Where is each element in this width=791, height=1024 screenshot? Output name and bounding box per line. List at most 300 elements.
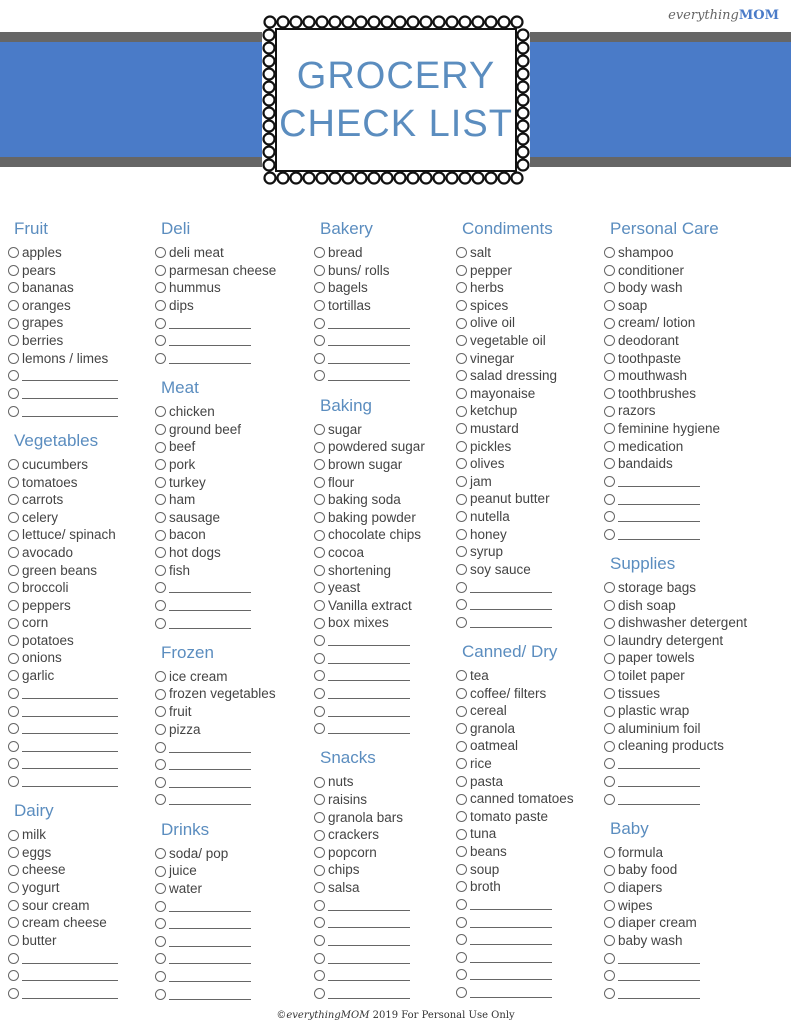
checkbox-circle[interactable] — [604, 300, 615, 311]
checklist-item[interactable] — [155, 668, 305, 686]
blank-item[interactable] — [155, 579, 305, 597]
checklist-item[interactable] — [8, 844, 158, 862]
checkbox-circle[interactable] — [155, 794, 166, 805]
checkbox-circle[interactable] — [604, 388, 615, 399]
checklist-item[interactable] — [456, 279, 606, 297]
checklist-item[interactable] — [8, 649, 158, 667]
checkbox-circle[interactable] — [314, 794, 325, 805]
checklist-item[interactable] — [604, 279, 754, 297]
write-in-line[interactable] — [22, 716, 118, 717]
checkbox-circle[interactable] — [8, 847, 19, 858]
blank-item[interactable] — [8, 967, 158, 985]
checkbox-circle[interactable] — [8, 970, 19, 981]
checklist-item[interactable] — [8, 332, 158, 350]
checkbox-circle[interactable] — [604, 353, 615, 364]
write-in-line[interactable] — [618, 521, 700, 522]
checkbox-circle[interactable] — [8, 953, 19, 964]
write-in-line[interactable] — [328, 645, 410, 646]
checklist-item[interactable] — [604, 402, 754, 420]
checkbox-circle[interactable] — [314, 547, 325, 558]
write-in-line[interactable] — [618, 786, 700, 787]
checklist-item[interactable] — [604, 879, 754, 897]
write-in-line[interactable] — [328, 998, 410, 999]
checkbox-circle[interactable] — [155, 300, 166, 311]
checklist-item[interactable] — [604, 667, 754, 685]
checklist-item[interactable] — [8, 544, 158, 562]
checkbox-circle[interactable] — [8, 406, 19, 417]
blank-item[interactable] — [8, 985, 158, 1003]
checkbox-circle[interactable] — [314, 318, 325, 329]
checklist-item[interactable] — [604, 649, 754, 667]
write-in-line[interactable] — [618, 980, 700, 981]
checklist-item[interactable] — [314, 826, 464, 844]
blank-item[interactable] — [155, 897, 305, 915]
checkbox-circle[interactable] — [155, 582, 166, 593]
checkbox-circle[interactable] — [314, 812, 325, 823]
checkbox-circle[interactable] — [456, 934, 467, 945]
write-in-line[interactable] — [169, 363, 251, 364]
write-in-line[interactable] — [328, 927, 410, 928]
checklist-item[interactable] — [155, 474, 305, 492]
blank-item[interactable] — [456, 896, 606, 914]
checklist-item[interactable] — [155, 279, 305, 297]
checkbox-circle[interactable] — [456, 318, 467, 329]
checkbox-circle[interactable] — [155, 353, 166, 364]
checkbox-circle[interactable] — [8, 282, 19, 293]
checkbox-circle[interactable] — [456, 758, 467, 769]
checkbox-circle[interactable] — [155, 618, 166, 629]
blank-item[interactable] — [604, 473, 754, 491]
blank-item[interactable] — [155, 332, 305, 350]
checkbox-circle[interactable] — [456, 265, 467, 276]
checkbox-circle[interactable] — [8, 318, 19, 329]
checkbox-circle[interactable] — [456, 811, 467, 822]
checklist-item[interactable] — [155, 703, 305, 721]
checkbox-circle[interactable] — [314, 688, 325, 699]
checkbox-circle[interactable] — [456, 406, 467, 417]
checkbox-circle[interactable] — [8, 582, 19, 593]
checkbox-circle[interactable] — [155, 759, 166, 770]
blank-item[interactable] — [314, 949, 464, 967]
checkbox-circle[interactable] — [604, 370, 615, 381]
write-in-line[interactable] — [328, 698, 410, 699]
checklist-item[interactable] — [456, 861, 606, 879]
checkbox-circle[interactable] — [604, 670, 615, 681]
write-in-line[interactable] — [22, 398, 118, 399]
checklist-item[interactable] — [604, 244, 754, 262]
checkbox-circle[interactable] — [456, 723, 467, 734]
checkbox-circle[interactable] — [314, 935, 325, 946]
write-in-line[interactable] — [169, 787, 251, 788]
blank-item[interactable] — [604, 985, 754, 1003]
blank-item[interactable] — [8, 685, 158, 703]
checklist-item[interactable] — [456, 473, 606, 491]
checkbox-circle[interactable] — [314, 706, 325, 717]
blank-item[interactable] — [314, 720, 464, 738]
checkbox-circle[interactable] — [8, 935, 19, 946]
write-in-line[interactable] — [169, 769, 251, 770]
checkbox-circle[interactable] — [8, 653, 19, 664]
checkbox-circle[interactable] — [155, 989, 166, 1000]
checkbox-circle[interactable] — [8, 882, 19, 893]
write-in-line[interactable] — [470, 627, 552, 628]
checkbox-circle[interactable] — [604, 476, 615, 487]
checklist-item[interactable] — [155, 456, 305, 474]
checklist-item[interactable] — [314, 491, 464, 509]
checkbox-circle[interactable] — [604, 635, 615, 646]
checkbox-circle[interactable] — [456, 423, 467, 434]
blank-item[interactable] — [314, 367, 464, 385]
write-in-line[interactable] — [169, 610, 251, 611]
checkbox-circle[interactable] — [8, 300, 19, 311]
checklist-item[interactable] — [456, 526, 606, 544]
checklist-item[interactable] — [155, 880, 305, 898]
checklist-item[interactable] — [604, 297, 754, 315]
checkbox-circle[interactable] — [8, 776, 19, 787]
checkbox-circle[interactable] — [155, 971, 166, 982]
checkbox-circle[interactable] — [456, 987, 467, 998]
checkbox-circle[interactable] — [604, 776, 615, 787]
blank-item[interactable] — [456, 949, 606, 967]
checklist-item[interactable] — [456, 350, 606, 368]
checklist-item[interactable] — [456, 262, 606, 280]
checklist-item[interactable] — [314, 509, 464, 527]
blank-item[interactable] — [8, 385, 158, 403]
checkbox-circle[interactable] — [314, 970, 325, 981]
checklist-item[interactable] — [155, 685, 305, 703]
checklist-item[interactable] — [456, 561, 606, 579]
write-in-line[interactable] — [328, 945, 410, 946]
checklist-item[interactable] — [8, 509, 158, 527]
checkbox-circle[interactable] — [314, 530, 325, 541]
checkbox-circle[interactable] — [155, 901, 166, 912]
checkbox-circle[interactable] — [456, 881, 467, 892]
checkbox-circle[interactable] — [456, 282, 467, 293]
checkbox-circle[interactable] — [604, 282, 615, 293]
blank-item[interactable] — [8, 402, 158, 420]
checkbox-circle[interactable] — [8, 723, 19, 734]
checkbox-circle[interactable] — [456, 247, 467, 258]
write-in-line[interactable] — [169, 345, 251, 346]
checklist-item[interactable] — [604, 844, 754, 862]
checkbox-circle[interactable] — [155, 247, 166, 258]
checklist-item[interactable] — [456, 702, 606, 720]
blank-item[interactable] — [314, 667, 464, 685]
blank-item[interactable] — [155, 933, 305, 951]
checkbox-circle[interactable] — [456, 846, 467, 857]
checkbox-circle[interactable] — [456, 706, 467, 717]
checklist-item[interactable] — [314, 791, 464, 809]
blank-item[interactable] — [314, 632, 464, 650]
checkbox-circle[interactable] — [604, 917, 615, 928]
blank-item[interactable] — [456, 966, 606, 984]
checkbox-circle[interactable] — [456, 599, 467, 610]
checkbox-circle[interactable] — [314, 265, 325, 276]
checklist-item[interactable] — [155, 491, 305, 509]
checkbox-circle[interactable] — [8, 600, 19, 611]
checkbox-circle[interactable] — [604, 970, 615, 981]
checklist-item[interactable] — [155, 526, 305, 544]
checklist-item[interactable] — [8, 456, 158, 474]
blank-item[interactable] — [314, 702, 464, 720]
blank-item[interactable] — [155, 614, 305, 632]
checkbox-circle[interactable] — [456, 864, 467, 875]
checkbox-circle[interactable] — [8, 618, 19, 629]
checklist-item[interactable] — [8, 279, 158, 297]
checkbox-circle[interactable] — [456, 476, 467, 487]
checkbox-circle[interactable] — [456, 335, 467, 346]
checklist-item[interactable] — [8, 632, 158, 650]
checkbox-circle[interactable] — [604, 706, 615, 717]
checklist-item[interactable] — [604, 597, 754, 615]
checkbox-circle[interactable] — [604, 441, 615, 452]
write-in-line[interactable] — [328, 363, 410, 364]
checkbox-circle[interactable] — [456, 794, 467, 805]
checkbox-circle[interactable] — [155, 335, 166, 346]
checklist-item[interactable] — [604, 350, 754, 368]
write-in-line[interactable] — [470, 962, 552, 963]
write-in-line[interactable] — [328, 733, 410, 734]
checkbox-circle[interactable] — [314, 565, 325, 576]
checklist-item[interactable] — [456, 314, 606, 332]
blank-item[interactable] — [314, 985, 464, 1003]
checkbox-circle[interactable] — [155, 953, 166, 964]
checklist-item[interactable] — [604, 702, 754, 720]
checkbox-circle[interactable] — [314, 424, 325, 435]
checkbox-circle[interactable] — [155, 265, 166, 276]
blank-item[interactable] — [314, 932, 464, 950]
checklist-item[interactable] — [314, 474, 464, 492]
checkbox-circle[interactable] — [604, 900, 615, 911]
blank-item[interactable] — [314, 685, 464, 703]
checkbox-circle[interactable] — [155, 406, 166, 417]
blank-item[interactable] — [155, 314, 305, 332]
checklist-item[interactable] — [314, 809, 464, 827]
checkbox-circle[interactable] — [314, 512, 325, 523]
checklist-item[interactable] — [314, 262, 464, 280]
checklist-item[interactable] — [314, 297, 464, 315]
checklist-item[interactable] — [8, 614, 158, 632]
checkbox-circle[interactable] — [314, 988, 325, 999]
checklist-item[interactable] — [314, 456, 464, 474]
write-in-line[interactable] — [328, 328, 410, 329]
checklist-item[interactable] — [8, 526, 158, 544]
checkbox-circle[interactable] — [456, 917, 467, 928]
blank-item[interactable] — [456, 913, 606, 931]
blank-item[interactable] — [8, 949, 158, 967]
checkbox-circle[interactable] — [604, 741, 615, 752]
write-in-line[interactable] — [618, 539, 700, 540]
checkbox-circle[interactable] — [314, 582, 325, 593]
blank-item[interactable] — [604, 967, 754, 985]
checkbox-circle[interactable] — [8, 565, 19, 576]
write-in-line[interactable] — [328, 680, 410, 681]
checkbox-circle[interactable] — [314, 494, 325, 505]
checkbox-circle[interactable] — [314, 882, 325, 893]
write-in-line[interactable] — [470, 979, 552, 980]
checkbox-circle[interactable] — [8, 988, 19, 999]
checkbox-circle[interactable] — [155, 318, 166, 329]
blank-item[interactable] — [604, 508, 754, 526]
checklist-item[interactable] — [604, 685, 754, 703]
checkbox-circle[interactable] — [456, 969, 467, 980]
checkbox-circle[interactable] — [155, 424, 166, 435]
checkbox-circle[interactable] — [155, 706, 166, 717]
blank-item[interactable] — [314, 897, 464, 915]
checkbox-circle[interactable] — [314, 600, 325, 611]
checkbox-circle[interactable] — [8, 670, 19, 681]
blank-item[interactable] — [314, 649, 464, 667]
write-in-line[interactable] — [22, 733, 118, 734]
checklist-item[interactable] — [604, 420, 754, 438]
checklist-item[interactable] — [314, 421, 464, 439]
checkbox-circle[interactable] — [456, 388, 467, 399]
checkbox-circle[interactable] — [604, 953, 615, 964]
checklist-item[interactable] — [456, 367, 606, 385]
checkbox-circle[interactable] — [155, 671, 166, 682]
checkbox-circle[interactable] — [8, 758, 19, 769]
checklist-item[interactable] — [155, 244, 305, 262]
checkbox-circle[interactable] — [8, 900, 19, 911]
write-in-line[interactable] — [328, 380, 410, 381]
write-in-line[interactable] — [328, 980, 410, 981]
checklist-item[interactable] — [8, 474, 158, 492]
checklist-item[interactable] — [456, 438, 606, 456]
blank-item[interactable] — [314, 914, 464, 932]
blank-item[interactable] — [155, 597, 305, 615]
checkbox-circle[interactable] — [604, 511, 615, 522]
write-in-line[interactable] — [618, 504, 700, 505]
checkbox-circle[interactable] — [8, 706, 19, 717]
checklist-item[interactable] — [456, 508, 606, 526]
checklist-item[interactable] — [456, 402, 606, 420]
checklist-item[interactable] — [155, 862, 305, 880]
blank-item[interactable] — [314, 967, 464, 985]
write-in-line[interactable] — [169, 804, 251, 805]
checklist-item[interactable] — [604, 861, 754, 879]
checkbox-circle[interactable] — [314, 459, 325, 470]
write-in-line[interactable] — [618, 768, 700, 769]
checkbox-circle[interactable] — [456, 829, 467, 840]
checklist-item[interactable] — [155, 544, 305, 562]
checkbox-circle[interactable] — [604, 494, 615, 505]
blank-item[interactable] — [155, 756, 305, 774]
checklist-item[interactable] — [456, 773, 606, 791]
write-in-line[interactable] — [169, 946, 251, 947]
checklist-item[interactable] — [456, 720, 606, 738]
checkbox-circle[interactable] — [456, 370, 467, 381]
checklist-item[interactable] — [604, 367, 754, 385]
blank-item[interactable] — [604, 526, 754, 544]
write-in-line[interactable] — [22, 786, 118, 787]
blank-item[interactable] — [314, 350, 464, 368]
checkbox-circle[interactable] — [155, 848, 166, 859]
write-in-line[interactable] — [328, 716, 410, 717]
checkbox-circle[interactable] — [314, 830, 325, 841]
write-in-line[interactable] — [169, 592, 251, 593]
checklist-item[interactable] — [314, 597, 464, 615]
checklist-item[interactable] — [456, 490, 606, 508]
checklist-item[interactable] — [456, 737, 606, 755]
checkbox-circle[interactable] — [155, 600, 166, 611]
checkbox-circle[interactable] — [155, 512, 166, 523]
checkbox-circle[interactable] — [604, 723, 615, 734]
write-in-line[interactable] — [618, 963, 700, 964]
checkbox-circle[interactable] — [456, 582, 467, 593]
checklist-item[interactable] — [604, 385, 754, 403]
blank-item[interactable] — [456, 613, 606, 631]
checkbox-circle[interactable] — [155, 565, 166, 576]
checklist-item[interactable] — [314, 438, 464, 456]
blank-item[interactable] — [314, 332, 464, 350]
checkbox-circle[interactable] — [604, 758, 615, 769]
checklist-item[interactable] — [314, 526, 464, 544]
checkbox-circle[interactable] — [456, 776, 467, 787]
checklist-item[interactable] — [155, 421, 305, 439]
checkbox-circle[interactable] — [314, 370, 325, 381]
checkbox-circle[interactable] — [155, 477, 166, 488]
checkbox-circle[interactable] — [604, 688, 615, 699]
checkbox-circle[interactable] — [314, 953, 325, 964]
checklist-item[interactable] — [8, 491, 158, 509]
blank-item[interactable] — [155, 985, 305, 1003]
checkbox-circle[interactable] — [604, 318, 615, 329]
checkbox-circle[interactable] — [314, 477, 325, 488]
checkbox-circle[interactable] — [155, 936, 166, 947]
checkbox-circle[interactable] — [314, 300, 325, 311]
checkbox-circle[interactable] — [604, 882, 615, 893]
checklist-item[interactable] — [604, 438, 754, 456]
checkbox-circle[interactable] — [8, 388, 19, 399]
checkbox-circle[interactable] — [456, 952, 467, 963]
checkbox-circle[interactable] — [456, 441, 467, 452]
write-in-line[interactable] — [169, 999, 251, 1000]
blank-item[interactable] — [604, 755, 754, 773]
checkbox-circle[interactable] — [8, 512, 19, 523]
write-in-line[interactable] — [328, 910, 410, 911]
checklist-item[interactable] — [456, 878, 606, 896]
checkbox-circle[interactable] — [155, 866, 166, 877]
checklist-item[interactable] — [8, 667, 158, 685]
write-in-line[interactable] — [470, 997, 552, 998]
checklist-item[interactable] — [456, 667, 606, 685]
checklist-item[interactable] — [456, 685, 606, 703]
checkbox-circle[interactable] — [604, 794, 615, 805]
checkbox-circle[interactable] — [155, 530, 166, 541]
checklist-item[interactable] — [604, 720, 754, 738]
checkbox-circle[interactable] — [8, 335, 19, 346]
checklist-item[interactable] — [604, 332, 754, 350]
write-in-line[interactable] — [169, 752, 251, 753]
checkbox-circle[interactable] — [456, 688, 467, 699]
checkbox-circle[interactable] — [155, 282, 166, 293]
checkbox-circle[interactable] — [155, 494, 166, 505]
checkbox-circle[interactable] — [604, 529, 615, 540]
checklist-item[interactable] — [8, 244, 158, 262]
checkbox-circle[interactable] — [155, 442, 166, 453]
blank-item[interactable] — [456, 984, 606, 1002]
write-in-line[interactable] — [169, 328, 251, 329]
checkbox-circle[interactable] — [155, 689, 166, 700]
checkbox-circle[interactable] — [604, 265, 615, 276]
checklist-item[interactable] — [314, 279, 464, 297]
checkbox-circle[interactable] — [456, 564, 467, 575]
checklist-item[interactable] — [456, 385, 606, 403]
checklist-item[interactable] — [8, 932, 158, 950]
checkbox-circle[interactable] — [8, 477, 19, 488]
checkbox-circle[interactable] — [456, 494, 467, 505]
checklist-item[interactable] — [314, 879, 464, 897]
